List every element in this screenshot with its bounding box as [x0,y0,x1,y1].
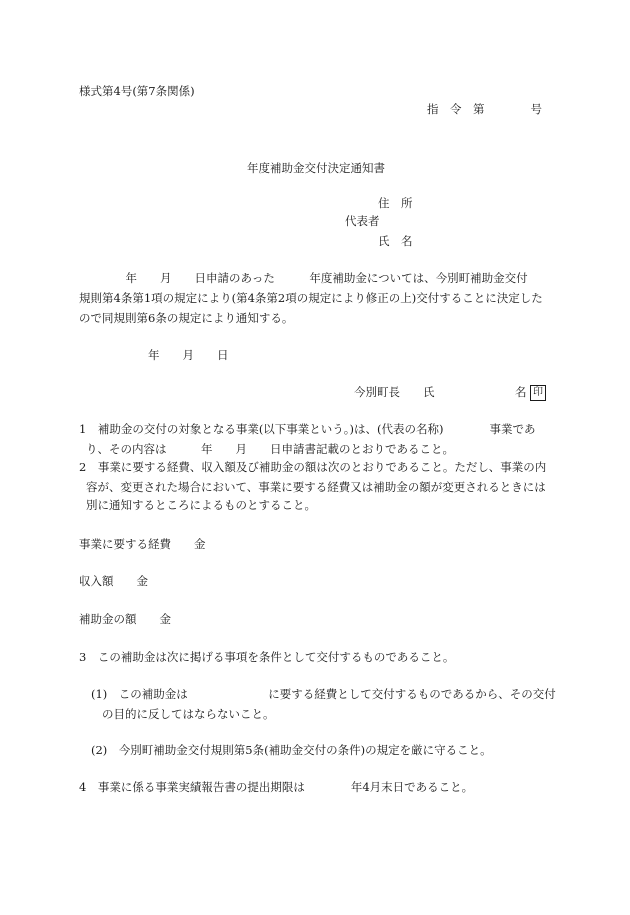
body-line-3: ので同規則第6条の規定により通知する。 [79,311,294,325]
recipient-representative-label: 代表者 [345,214,380,228]
date-line: 年 月 日 [148,348,229,362]
directive-number: 指 令 第 号 [427,102,542,116]
item-2-line-3: 別に通知するところによるものとすること。 [86,498,316,512]
seal-mark: 印 [530,385,546,401]
item-1-line-1: 1 補助金の交付の対象となる事業(以下事業という。)は、(代表の名称) 事業であ [79,422,536,436]
document-title: 年度補助金交付決定通知書 [247,161,385,175]
recipient-address-label: 住 所 [378,196,413,210]
issuer-title: 今別町長 氏 名 [354,385,527,399]
item-1-line-2: り、その内容は 年 月 日申請書記載のとおりであること。 [86,442,454,456]
income-amount: 収入額 金 [79,574,148,588]
expense-amount: 事業に要する経費 金 [79,537,206,551]
subsidy-amount: 補助金の額 金 [79,612,171,626]
condition-1-line-1: (1) この補助金は に要する経費として交付するものであるから、その交付 [91,687,556,701]
item-2-line-2: 容が、変更された場合において、事業に要する経費又は補助金の額が変更されるときには [86,480,546,494]
form-number: 様式第4号(第7条関係) [79,84,195,98]
condition-2: (2) 今別町補助金交付規則第5条(補助金交付の条件)の規定を厳に守ること。 [91,743,492,757]
body-line-1: 年 月 日申請のあった 年度補助金については、今別町補助金交付 [91,271,528,285]
item-3: 3 この補助金は次に掲げる事項を条件として交付するものであること。 [79,650,455,664]
body-line-2: 規則第4条第1項の規定により(第4条第2項の規定により修正の上)交付することに決定した [79,291,543,305]
item-4-deadline: 4 事業に係る事業実績報告書の提出期限は 年4月末日であること。 [79,780,474,794]
item-2-line-1: 2 事業に要する経費、収入額及び補助金の額は次のとおりであること。ただし、事業の内 [79,460,547,474]
recipient-name-label: 氏 名 [378,234,413,248]
condition-1-line-2: の目的に反してはならないこと。 [102,707,275,721]
